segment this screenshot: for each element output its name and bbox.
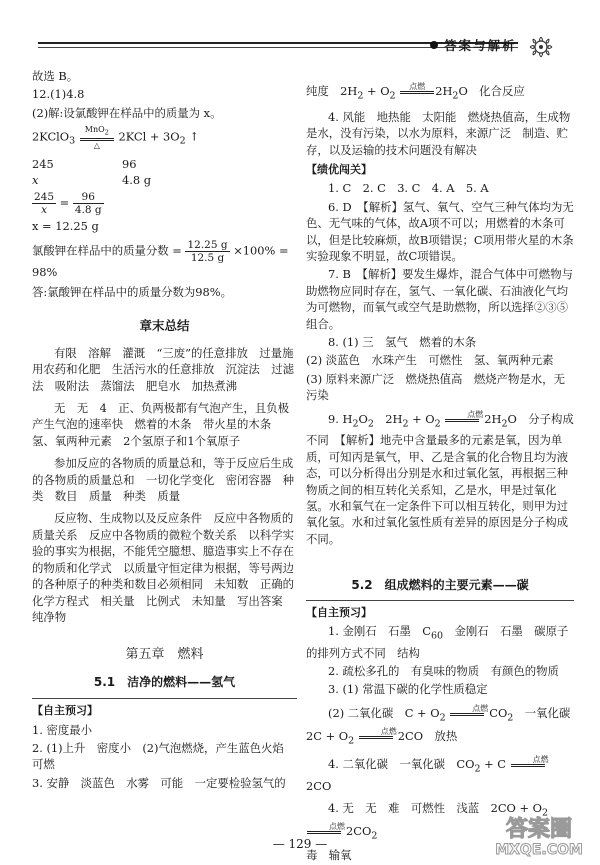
denominator: x (41, 204, 47, 217)
eq-part: 9. H (328, 411, 353, 426)
section-rule (306, 600, 574, 601)
ignite-label: 点燃 (409, 82, 426, 91)
table-cell: x (32, 173, 39, 188)
equals-sign: = (59, 195, 70, 210)
text-line: 故选 B。 (32, 69, 79, 83)
eq-part: 2CO 放热 (397, 728, 458, 743)
reaction-condition (359, 727, 397, 739)
flower-logo-icon (526, 34, 556, 60)
eq-sub: 3 (69, 135, 76, 147)
text-line: 3. (1) 常温下碳的化学性质稳定 (328, 682, 488, 697)
ratio-equation (32, 191, 297, 216)
subsection-tag: 【自主预习】 (32, 704, 98, 718)
equals-bar (359, 736, 393, 739)
section-rule (32, 698, 297, 699)
eq-part: 纯度 2H (306, 84, 358, 98)
eq-part: + O (363, 84, 390, 98)
eq-part: + C (480, 757, 507, 772)
ignite-label: 点燃 (532, 755, 549, 765)
eq-sub: 2 (352, 417, 359, 429)
eq-sub: 2 (439, 712, 446, 724)
summary-title: 章末总结 (139, 318, 190, 334)
eq-part: 2CO (346, 824, 372, 838)
fraction (32, 191, 56, 216)
text-line: 1. C 2. C 3. C 4. A 5. A (328, 181, 489, 196)
watermark-line2: MXQE.COM (495, 842, 583, 858)
chapter-title: 第五章 燃料 (125, 647, 204, 663)
text-line: 1. 密度最小 (32, 722, 93, 737)
subsection-tag: 【绩优闯关】 (306, 162, 372, 176)
eq-part: 2H (435, 84, 453, 98)
eq-sub: 2 (367, 417, 374, 429)
catalyst: MnO (84, 125, 105, 135)
gas-arrow: ↑ (189, 129, 199, 144)
pct-label: 氯酸钾在样品中的质量分数 = (32, 243, 182, 258)
reaction-condition (400, 82, 434, 94)
text-line: (2)解:设氯酸钾在样品中的质量为 x。 (32, 105, 222, 120)
equals-bar (450, 713, 484, 716)
chemical-equation (32, 125, 297, 150)
equals-bar (400, 91, 434, 94)
eq-sub: 2 (501, 417, 508, 429)
reaction-condition (511, 755, 549, 767)
numerator: 12.25 g (187, 238, 228, 251)
eq-sub: 2 (474, 763, 481, 775)
summary-paragraph: 参加反应的各物质的质量总和，等于反应后生成的各物质的质量总和 一切化学变化 密闭容器 种类 数目 质量 种类 质量 (32, 456, 294, 504)
eq-sub: 2 (389, 90, 396, 102)
chemical-equation (306, 82, 574, 105)
table-cell: 96 (122, 157, 137, 172)
fraction (73, 191, 104, 216)
eq-sub: 60 (430, 630, 444, 642)
watermark-logo (486, 812, 592, 858)
text-line: 答:氯酸钾在样品中的质量分数为98%。 (32, 285, 233, 300)
watermark-line1: 答案圈 (505, 817, 573, 842)
text-line: 12.(1)4.8 (32, 87, 85, 102)
eq-sub: 2 (402, 417, 409, 429)
section-title: 5.2 组成燃料的主要元素——碳 (351, 578, 529, 593)
eq-sub: 2 (542, 807, 549, 819)
eq-part: 2H (484, 411, 502, 426)
eq-sub: 2 (452, 90, 459, 102)
eq-part: + O (408, 411, 435, 426)
eq-right: 2KCl + 3O (118, 129, 180, 144)
subsection-tag: 【自主预习】 (306, 605, 372, 619)
percent-equation (32, 239, 297, 280)
pct-result: ×100% = 98% (32, 243, 289, 279)
text-paragraph: 7. B 【解析】要发生爆炸，混合气体中可燃物与助燃物应同时存在，氢气、一氧化碳、石油液化气均为可燃物，而氧气或空气是助燃物，所以选择②③⑤组合。 (306, 267, 573, 331)
ignite-label: 点燃 (380, 726, 397, 736)
text-part: 1. 金刚石 石墨 C (328, 623, 431, 638)
eq-part: 2H (373, 411, 403, 426)
eq-part: O (358, 411, 368, 426)
eq-part: 一氧化碳 2C + O (306, 705, 582, 743)
eq-sub: 2 (348, 734, 355, 746)
reaction-condition (80, 125, 114, 150)
page-number: — 129 — (272, 837, 328, 851)
text-line: 3. 安静 淡蓝色 水雾 可能 一定要检验氢气的 (32, 775, 286, 790)
eq-part: 4. 二氧化碳 一氧化碳 CO (328, 757, 475, 772)
text-paragraph (306, 755, 574, 794)
eq-part: O 化合反应 (458, 84, 525, 98)
text-line: 2. (1)上升 密度小 (2)气泡燃烧，产生蓝色火焰 可燃 (32, 740, 296, 772)
table-cell: 245 (32, 157, 54, 172)
text-paragraph: (3) 原料来源广泛 燃烧热值高 燃烧产物是水，无污染 (306, 371, 565, 403)
text-paragraph: 6. D 【解析】氢气、氧气、空气三种气体均为无色、无气味的气体，故A项不可以；用燃着的木条可以，但是比较麻烦，故B项错误；C项用带火星的木条实验现象不明显，故C项错误。 (306, 199, 574, 263)
text-line: (2) 淡蓝色 水珠产生 可燃性 氢、氧两种元素 (306, 353, 554, 368)
eq-part: O 分子构成不同 【解析】地壳中含量最多的元素是氧，因为单质，可知丙是氧气，甲、乙是含氧的化合物且均为液态，可以分析得出分别是水和过氧化氢，再根据三种物质之间的相互转化关系知，乙是水，甲是过氧化氢。水和氧气在一定条件下可以相互转化，则甲为过氧化氢。水和过氧化氢性质有差异的原因是分子构成不同。 (306, 411, 574, 546)
left-column (32, 68, 297, 793)
ignite-label: 点燃 (329, 822, 345, 831)
text-part: 金刚石 石墨 碳原子的排列方式不同 结构 (306, 623, 569, 660)
ignite-label: 点燃 (467, 409, 484, 419)
eq-sub: 2 (179, 135, 186, 147)
section-title: 5.1 洁净的燃料——氢气 (93, 674, 236, 689)
summary-paragraph: 反应物、生成物以及反应条件 反应中各物质的质量关系 反应中各物质的微粒个数关系 以科学实验的事实为根据，不能凭空臆想、臆造事实上不存在的物质和化学式 以质量守恒定律为根据，等号两边的各种原子的种类和数目必须相同 未知数 正确的化学方程式 相关量 比例式 未知量 写出答案 纯净物 (32, 511, 295, 624)
numerator: 96 (73, 191, 104, 204)
text-line: x = 12.25 g (32, 219, 99, 234)
summary-paragraph: 有限 溶解 灌溉 “三废”的任意排放 过量施用农药和化肥 生活污水的任意排放 沉淀法 过滤法 吸附法 蒸馏法 肥皂水 加热煮沸 (32, 345, 294, 393)
fraction (185, 239, 229, 264)
eq-sub: 2 (357, 90, 364, 102)
table-cell: 4.8 g (122, 173, 152, 188)
stoich-table (32, 156, 297, 188)
numerator: 245 (34, 191, 55, 204)
equals-bar (511, 764, 545, 767)
text-paragraph (306, 410, 574, 548)
text-line: 8. (1) 三 氢气 燃着的木条 (328, 334, 477, 349)
eq-left: 2KClO (32, 129, 70, 144)
eq-part: 4. 无 无 难 可燃性 浅蓝 2CO + O (328, 801, 542, 816)
eq-sub: 2 (507, 712, 514, 724)
eq-part: (2) 二氧化碳 C + O (328, 705, 440, 720)
equals-bar (307, 831, 341, 834)
heat-symbol: △ (93, 140, 100, 150)
header-title: 答案与解析 (444, 38, 517, 53)
ignite-label: 点燃 (472, 703, 489, 713)
text-paragraph: 4. 风能 地热能 太阳能 燃烧热值高，生成物是水，没有污染，以水为原料，来源广泛 制造、贮存，以及运输的技术问题没有解决 (306, 109, 571, 157)
summary-paragraph: 无 无 4 正、负两极都有气泡产生，且负极产生气泡的速率快 燃着的木条 带火星的木条 氢、氧两种元素 2个氢原子和1个氧原子 (32, 401, 290, 448)
eq-part: CO (489, 705, 508, 720)
catalyst-sub: 2 (104, 128, 109, 137)
equals-bar (445, 419, 479, 422)
reaction-condition (450, 704, 488, 716)
text-paragraph (306, 623, 574, 661)
text-line: 毒 输氧 (306, 847, 352, 862)
eq-sub: 2 (371, 830, 378, 842)
eq-sub: 2 (434, 417, 441, 429)
denominator: 4.8 g (74, 204, 102, 217)
reaction-condition (307, 822, 345, 834)
eq-part: 2CO (306, 778, 332, 793)
text-line: 2. 疏松多孔的 有臭味的物质 有颜色的物质 (328, 664, 559, 679)
text-paragraph (306, 703, 582, 749)
header-bullet-icon (430, 41, 438, 49)
right-column (306, 82, 582, 865)
denominator: 12.5 g (190, 251, 225, 264)
reaction-condition (445, 410, 483, 422)
